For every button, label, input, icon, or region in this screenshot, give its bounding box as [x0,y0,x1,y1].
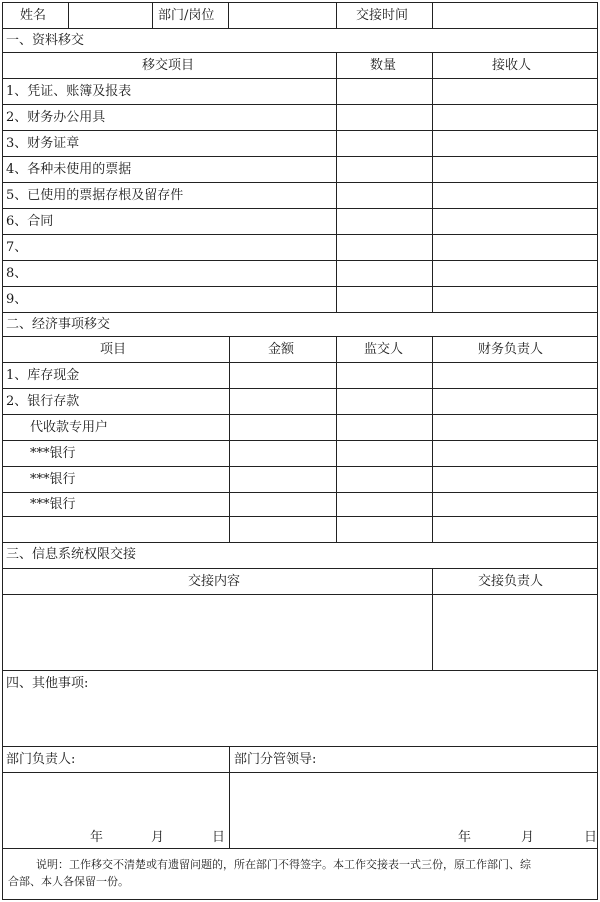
item-label: 3、财务证章 [6,136,80,151]
divider [336,414,337,440]
table-row [0,388,600,414]
table-row [0,156,600,182]
item-label: 2、财务办公用具 [6,110,106,125]
item-label: 4、各种未使用的票据 [6,162,132,177]
dept-label: 部门/岗位 [158,8,215,23]
divider [432,104,433,130]
note-line-1: 说明：工作移交不清楚或有遗留问题的，所在部门不得签字。本工作交接表一式三份，原工作部门、综 [36,858,531,871]
divider [432,336,433,362]
form-note [8,856,592,890]
rule [2,312,598,313]
divider [432,362,433,388]
divider [336,492,337,516]
item-label: ***银行 [30,472,76,487]
divider [336,362,337,388]
divider [229,362,230,388]
divider [432,52,433,78]
section3-body [0,594,600,670]
section4-title: 四、其他事项: [6,676,89,691]
section2-title: 二、经济事项移交 [6,317,111,332]
table-row [0,208,600,234]
table-row [0,362,600,388]
divider [336,182,337,208]
divider [229,414,230,440]
table-row [0,104,600,130]
divider [432,388,433,414]
signature-row [0,746,600,848]
divider [336,440,337,466]
col-item: 项目 [100,342,127,357]
table-row [0,492,600,516]
divider [432,156,433,182]
item-label: 5、已使用的票据存根及留存件 [6,188,184,203]
divider [432,234,433,260]
divider [336,2,337,28]
time-field[interactable] [433,2,597,28]
dept-field[interactable] [229,2,335,28]
col-supervisor: 监交人 [364,342,404,357]
section2-header-row [0,336,600,362]
item-label: 6、合同 [6,214,54,229]
date-day-left: 日 [212,830,226,845]
table-row [0,234,600,260]
item-label: ***银行 [30,446,76,461]
section3-title: 三、信息系统权限交接 [6,547,137,562]
item-label: ***银行 [30,497,76,512]
table-row [0,182,600,208]
item-label: 代收款专用户 [30,420,109,435]
divider [432,260,433,286]
divider [336,104,337,130]
col-handover-content: 交接内容 [188,574,241,589]
other-matters-field[interactable] [3,696,597,746]
divider [336,336,337,362]
divider [229,516,230,542]
divider [229,440,230,466]
rule [2,670,598,671]
divider [336,234,337,260]
divider [432,440,433,466]
divider [432,516,433,542]
section3-header-row [0,568,600,594]
divider [336,286,337,312]
name-label: 姓名 [20,8,47,23]
item-label: 2、银行存款 [6,394,80,409]
table-row [0,414,600,440]
col-handover-person: 交接负责人 [478,574,544,589]
note-line-2: 合部、本人各保留一份。 [8,875,129,888]
table-row [0,440,600,466]
col-amount: 金额 [268,342,295,357]
section1-title: 一、资料移交 [6,33,85,48]
col-transfer-item: 移交项目 [142,58,195,73]
divider [432,286,433,312]
dept-head-signature-field[interactable] [3,773,228,843]
handover-person-field[interactable] [433,595,597,669]
divider [336,260,337,286]
table-row [0,78,600,104]
rule [2,848,598,849]
table-row [0,260,600,286]
table-row [0,516,600,542]
divider [432,182,433,208]
divider [336,130,337,156]
divider [336,516,337,542]
section1-header-row [0,52,600,78]
divider [336,388,337,414]
divider [229,388,230,414]
date-day-right: 日 [584,830,598,845]
date-year-right: 年 [458,830,472,845]
col-finance-head: 财务负责人 [478,342,544,357]
item-label: 8、 [6,266,28,281]
date-month-left: 月 [151,830,165,845]
rule [2,542,598,543]
divider [336,156,337,182]
table-row [0,466,600,492]
handover-content-field[interactable] [3,595,431,669]
divider [152,2,153,28]
table-row [0,286,600,312]
dept-leader-signature-field[interactable] [230,773,597,843]
item-label: 7、 [6,240,28,255]
divider [432,492,433,516]
divider [432,414,433,440]
item-label: 9、 [6,292,28,307]
divider [432,130,433,156]
dept-leader-label: 部门分管领导: [234,752,317,767]
divider [432,78,433,104]
divider [229,492,230,516]
item-label: 1、库存现金 [6,368,80,383]
date-month-right: 月 [521,830,535,845]
date-year-left: 年 [90,830,104,845]
divider [336,52,337,78]
divider [432,568,433,594]
name-field[interactable] [69,2,151,28]
divider [229,466,230,492]
divider [336,466,337,492]
divider [432,466,433,492]
divider [336,78,337,104]
col-receiver: 接收人 [492,58,532,73]
time-label: 交接时间 [356,8,409,23]
table-row [0,130,600,156]
header-row [0,2,600,28]
divider [336,208,337,234]
divider [432,208,433,234]
rule [2,28,598,29]
item-label: 1、凭证、账簿及报表 [6,84,132,99]
col-quantity: 数量 [370,58,397,73]
divider [229,336,230,362]
dept-head-label: 部门负责人: [6,752,76,767]
